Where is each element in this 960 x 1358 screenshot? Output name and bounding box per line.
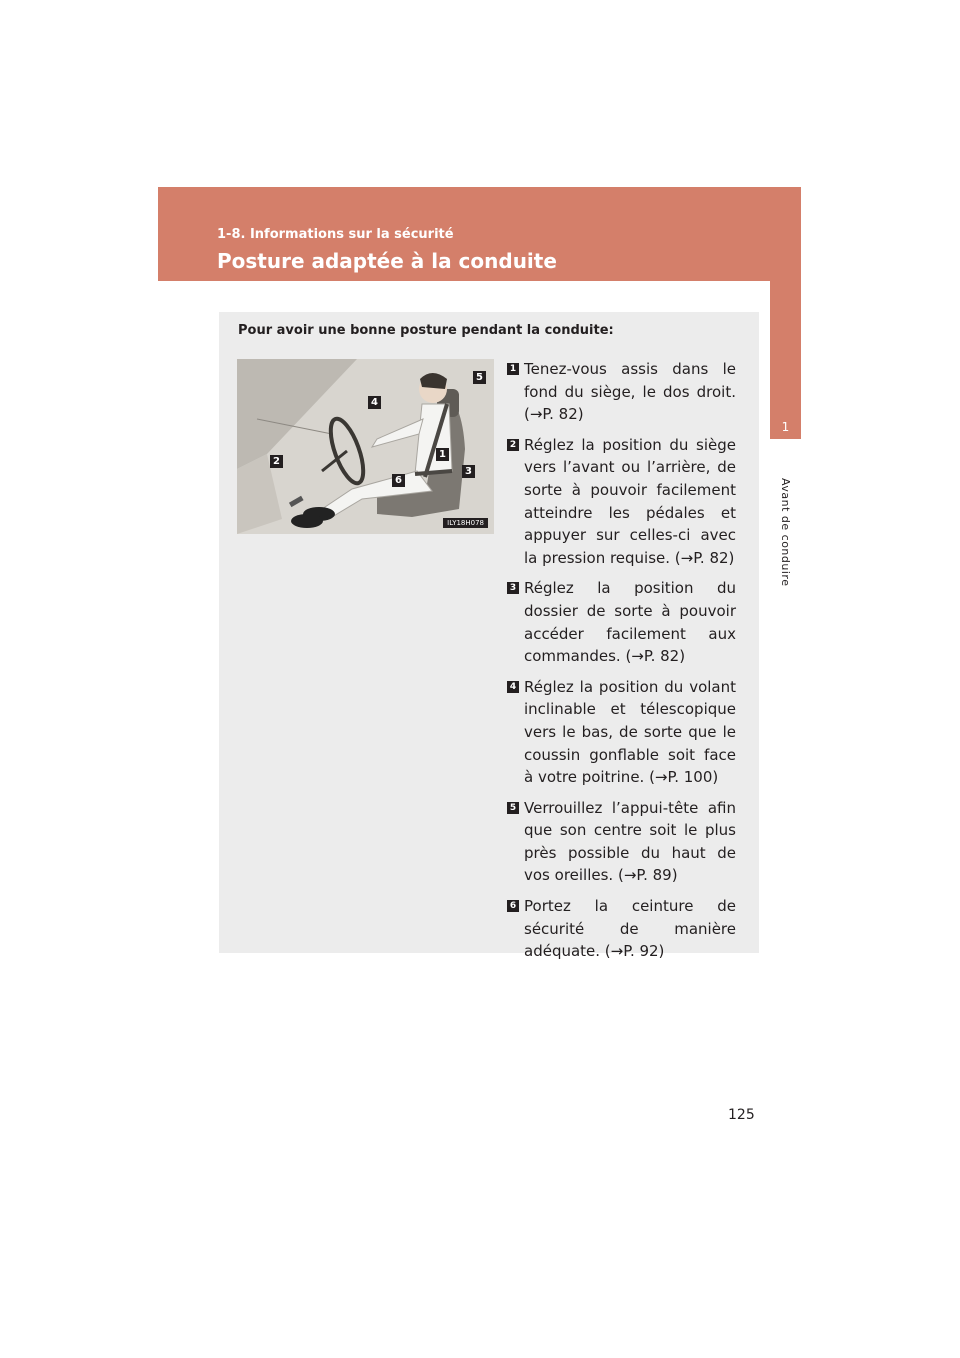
item-text: Portez la ceinture de sécurité de manière adéquate. (→P. 92)	[524, 897, 736, 961]
list-item	[506, 676, 736, 789]
page-title: Posture adaptée à la conduite	[217, 249, 557, 273]
item-text: Tenez-vous assis dans le fond du siège, le dos droit. (→P. 82)	[524, 360, 736, 424]
posture-drawing	[237, 359, 494, 534]
figure-code: ILY18H078	[443, 518, 488, 528]
item-text: Réglez la position du siège vers l’avant ou l’arrière, de sorte à pouvoir facilement atteindre les pédales et appuyer sur celles-ci avec la pression requise. (→P. 82)	[524, 435, 736, 567]
list-item	[506, 434, 736, 570]
list-item	[506, 895, 736, 963]
content-panel	[219, 312, 759, 961]
item-number-badge: 3	[507, 582, 519, 594]
list-item	[506, 577, 736, 667]
section-title: 1-8. Informations sur la sécurité	[217, 227, 454, 242]
figure-marker-6: 6	[392, 474, 405, 487]
item-number-badge: 2	[507, 439, 519, 451]
chapter-header	[158, 187, 801, 281]
item-number-badge: 6	[507, 900, 519, 912]
item-text: Réglez la position du volant inclinable et télescopique vers le bas, de sorte que le coussin gonflable soit face à votre poitrine. (→P. 100)	[524, 677, 736, 787]
chapter-label: Avant de conduire	[779, 478, 792, 587]
item-number-badge: 4	[507, 681, 519, 693]
figure-marker-3: 3	[462, 465, 475, 478]
figure-marker-1: 1	[436, 448, 449, 461]
item-text: Réglez la position du dossier de sorte à pouvoir accéder facilement aux commandes. (→P. 82)	[524, 579, 736, 666]
chapter-number: 1	[781, 420, 790, 434]
item-text: Verrouillez l’appui-tête afin que son centre soit le plus près possible du haut de vos oreilles. (→P. 89)	[524, 798, 736, 885]
item-number-badge: 1	[507, 363, 519, 375]
chapter-side-tab	[770, 187, 801, 439]
list-item	[506, 358, 736, 426]
figure-marker-2: 2	[270, 455, 283, 468]
list-item	[506, 797, 736, 887]
figure-marker-5: 5	[473, 371, 486, 384]
item-number-badge: 5	[507, 802, 519, 814]
driving-posture-illustration	[237, 359, 494, 534]
figure-marker-4: 4	[368, 396, 381, 409]
page-number: 125	[728, 1107, 755, 1123]
posture-instructions-list	[506, 358, 736, 971]
intro-text: Pour avoir une bonne posture pendant la conduite:	[238, 323, 614, 338]
